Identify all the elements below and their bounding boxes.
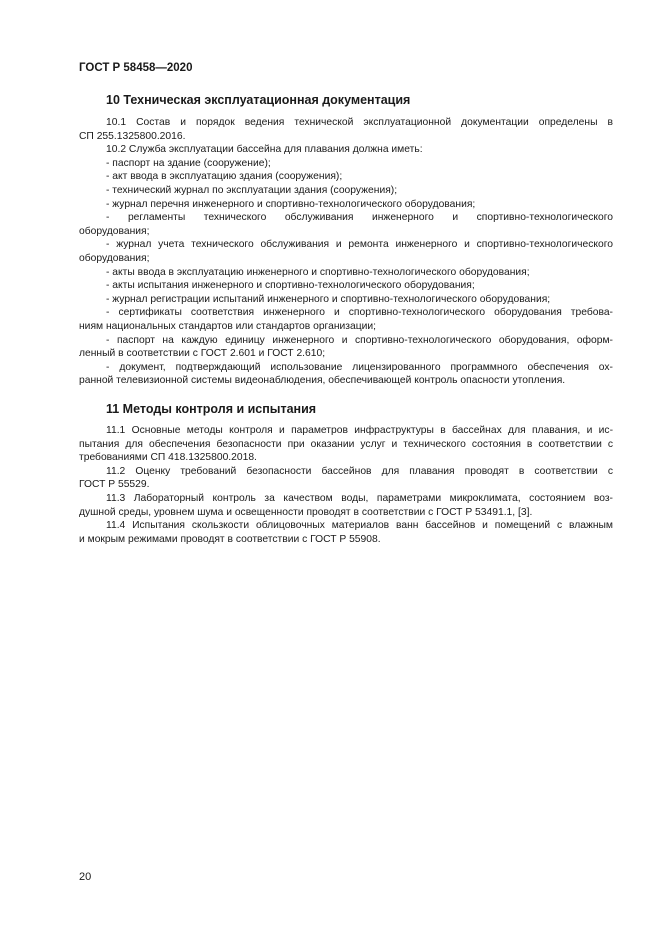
paragraph-line: 11.3 Лабораторный контроль за качеством воды, параметрами микроклимата, состоянием воз- [106,492,613,504]
paragraph-line: 10.1 Состав и порядок ведения технической эксплуатационной документации определены в [106,117,613,128]
list-item: - технический журнал по эксплуатации здания (сооружения); [106,184,398,196]
list-item: - акт ввода в эксплуатацию здания (сооружения); [106,171,343,183]
paragraph-line: душной среды, уровнем шума и освещенности проводят в соответствии с ГОСТ Р 53491.1, [3]. [79,506,533,518]
list-item: - журнал перечня инженерного и спортивно-технологического оборудования; [106,198,476,210]
page-number: 20 [79,871,92,883]
list-item: - журнал учета технического обслуживания и ремонта инженерного и спортивно-технологического [106,239,613,251]
paragraph-line: требованиями СП 418.1325800.2018. [79,452,257,464]
list-item: - акты ввода в эксплуатацию инженерного и спортивно-технологического оборудования; [106,266,530,278]
paragraph-line: ГОСТ Р 55529. [79,479,150,491]
paragraph-line: 11.1 Основные методы контроля и параметров инфраструктуры в бассейнах для плавания, и ис- [106,425,613,436]
section-10-title: 10 Техническая эксплуатационная документация [106,93,411,107]
list-item: - регламенты технического обслуживания инженерного и спортивно-технологического [106,212,613,224]
paragraph-line: 10.2 Служба эксплуатации бассейна для плавания должна иметь: [106,144,423,156]
list-item: - паспорт на каждую единицу инженерного и спортивно-технологического оборудования, оформ- [106,334,613,346]
list-item-continuation: ниям национальных стандартов или стандартов организации; [79,320,376,332]
list-item: - документ, подтверждающий использование лицензированного программного обеспечения ох- [106,361,613,373]
list-item: - акты испытания инженерного и спортивно-технологического оборудования; [106,280,475,292]
paragraph-line: и мокрым режимами проводят в соответствии с ГОСТ Р 55908. [79,533,381,545]
list-item-continuation: оборудования; [79,252,150,264]
list-item-continuation: ленный в соответствии с ГОСТ 2.601 и ГОСТ 2.610; [79,348,326,360]
paragraph-line: 11.2 Оценку требований безопасности бассейнов для плавания проводят в соответствии с [106,465,613,477]
document-code-header: ГОСТ Р 58458—2020 [79,62,193,74]
section-10-body [79,116,613,388]
paragraph-line: СП 255.1325800.2016. [79,130,186,142]
paragraph-line: 11.4 Испытания скользкости облицовочных материалов ванн бассейнов и помещений с влажным [106,520,613,532]
list-item: - журнал регистрации испытаний инженерного и спортивно-технологического оборудования; [106,293,551,305]
list-item-continuation: оборудования; [79,225,150,237]
paragraph-line: пытания для обеспечения безопасности при оказании услуг и технического состояния в соответствии с [79,438,613,450]
section-11-title: 11 Методы контроля и испытания [106,402,317,416]
list-item: - сертификаты соответствия инженерного и спортивно-технологического оборудования требова- [106,307,613,319]
list-item: - паспорт на здание (сооружение); [106,157,271,169]
section-11-body [79,424,613,546]
list-item-continuation: ранной телевизионной системы видеонаблюдения, обеспечивающей контроль опасности утопления. [79,375,566,387]
